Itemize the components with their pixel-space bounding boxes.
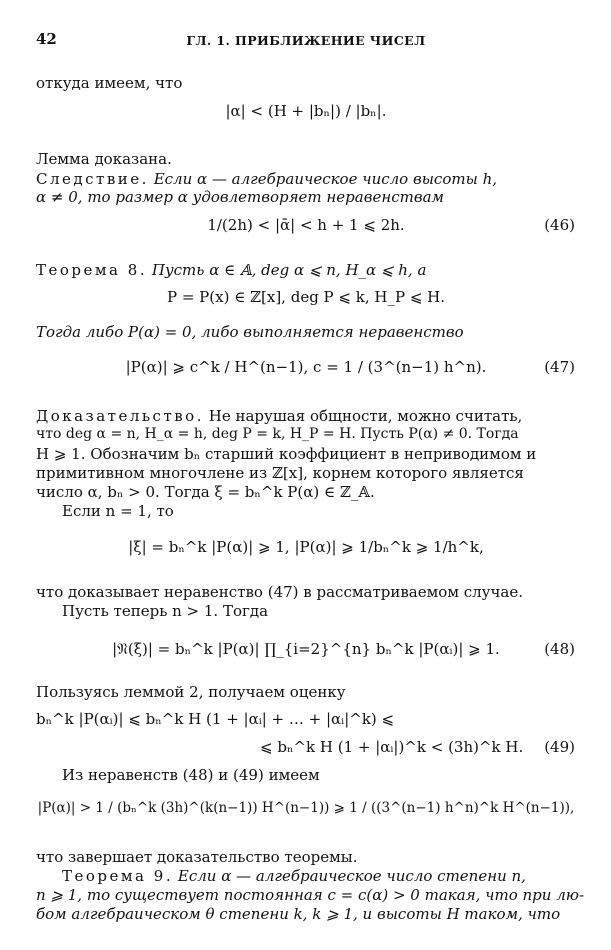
text-line-9: H ⩾ 1. Обозначим bₙ старший коэффициент в неприводимом и bbox=[36, 445, 537, 463]
text-line-2: Лемма доказана. bbox=[36, 150, 172, 168]
text-line-15: Пользуясь леммой 2, получаем оценку bbox=[36, 683, 346, 701]
formula-1: |α| < (H + |bₙ|) / |bₙ|. bbox=[225, 102, 387, 120]
text-line-8: что deg α = n, H_α = h, deg P = k, H_P = H. Пусть P(α) ≠ 0. Тогда bbox=[36, 426, 519, 442]
theorem-8-label: Теорема 8. bbox=[36, 261, 148, 279]
theorem-9-label: Теорема 9. bbox=[62, 867, 174, 885]
equation-number-47: (47) bbox=[544, 358, 575, 376]
proof-line bbox=[36, 407, 576, 425]
proof-text: Не нарушая общности, можно считать, bbox=[208, 407, 523, 425]
text-line-12: Если n = 1, то bbox=[62, 502, 174, 520]
text-line-19: n ⩾ 1, то существует постоянная c = c(α) > 0 такая, что при лю- bbox=[36, 886, 585, 904]
text-line-10: примитивном многочлене из ℤ[x], корнем которого является bbox=[36, 464, 524, 482]
formula-4: |P(α)| ⩾ c^k / H^(n−1), c = 1 / (3^(n−1) h^n). bbox=[125, 358, 487, 376]
formula-9: |P(α)| > 1 / (bₙ^k (3h)^(k(n−1)) H^(n−1)) ⩾ 1 / ((3^(n−1) h^n)^k H^(n−1)), bbox=[37, 800, 575, 816]
equation-number-48: (48) bbox=[544, 640, 575, 658]
theorem-8-text: Пусть α ∈ 𝔸, deg α ⩽ n, H_α ⩽ h, a bbox=[151, 261, 427, 279]
proof-label: Доказательство. bbox=[36, 407, 204, 425]
text-line-17: что завершает доказательство теоремы. bbox=[36, 848, 358, 866]
text-line-11: число α, bₙ > 0. Тогда ξ = bₙ^k P(α) ∈ ℤ_𝔸. bbox=[36, 483, 375, 501]
text-line-1: откуда имеем, что bbox=[36, 74, 183, 92]
formula-6: |𝔑(ξ)| = bₙ^k |P(α)| ∏_{i=2}^{n} bₙ^k |P(αᵢ)| ⩾ 1. bbox=[112, 640, 500, 658]
formula-8: ⩽ bₙ^k H (1 + |αᵢ|)^k < (3h)^k H. bbox=[260, 738, 524, 756]
equation-number-49: (49) bbox=[544, 738, 575, 756]
running-title: ГЛ. 1. ПРИБЛИЖЕНИЕ ЧИСЕЛ bbox=[186, 33, 426, 48]
formula-3: P = P(x) ∈ ℤ[x], deg P ⩽ k, H_P ⩽ H. bbox=[166, 288, 446, 306]
formula-2: 1/(2h) < |ᾱ| < h + 1 ⩽ 2h. bbox=[207, 216, 405, 234]
text-line-14: Пусть теперь n > 1. Тогда bbox=[62, 602, 269, 620]
text-line-16: Из неравенств (48) и (49) имеем bbox=[62, 766, 320, 784]
equation-number-46: (46) bbox=[544, 216, 575, 234]
text-line-20: бом алгебраическом θ степени k, k ⩾ 1, и высоты H таком, что bbox=[36, 905, 561, 923]
theorem-8-line bbox=[36, 261, 576, 279]
corollary-line bbox=[36, 170, 576, 188]
formula-7: bₙ^k |P(αᵢ)| ⩽ bₙ^k H (1 + |αᵢ| + … + |αᵢ|^k) ⩽ bbox=[36, 710, 395, 728]
page-number: 42 bbox=[36, 30, 57, 48]
text-line-4: α ≠ 0, то размер α удовлетворяет неравенствам bbox=[36, 188, 444, 206]
corollary-label: Следствие. bbox=[36, 170, 149, 188]
theorem-9-text: Если α — алгебраическое число степени n, bbox=[177, 867, 526, 885]
theorem-9-line bbox=[36, 867, 576, 885]
formula-5: |ξ| = bₙ^k |P(α)| ⩾ 1, |P(α)| ⩾ 1/bₙ^k ⩾ 1/h^k, bbox=[128, 538, 484, 556]
text-line-6: Тогда либо P(α) = 0, либо выполняется неравенство bbox=[36, 323, 464, 341]
corollary-text: Если α — алгебраическое число высоты h, bbox=[153, 170, 497, 188]
text-line-13: что доказывает неравенство (47) в рассматриваемом случае. bbox=[36, 583, 524, 601]
